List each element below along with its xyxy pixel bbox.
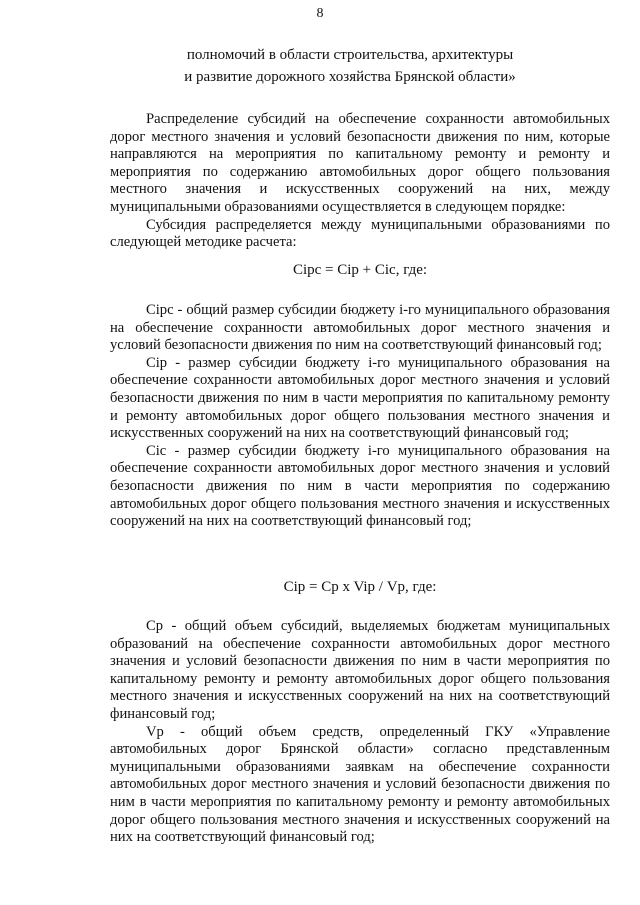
- definitions-block-1: [110, 302, 610, 531]
- definition-paragraph: Ciр - размер субсидии бюджету i-го муниципального образования на обеспечение сохранности автомобильных дорог местного значения и условий безопасности движения по ним в части мероприятия по капитальному ремонту и ремонту автомобильных дорог общего пользования местного значения и искусственных сооружений на них на соответствующий финансовый год;: [110, 354, 610, 442]
- paragraph: Распределение субсидий на обеспечение сохранности автомобильных дорог местного значения и условий безопасности движения по ним, которые направляются на мероприятия по капитальному ремонту и ремонту и мероприятия по содержанию автомобильных дорог общего пользования местного значения и искусственных сооружений на них, между муниципальными образованиями осуществляется в следующем порядке:: [110, 111, 610, 215]
- section-heading: [180, 44, 520, 88]
- formula-total: Ciрс = Ciр + Ciс, где:: [292, 262, 428, 278]
- paragraph: Субсидия распределяется между муниципальными образованиями по следующей методике расчета:: [110, 216, 610, 251]
- definition-paragraph: Vр - общий объем средств, определенный ГКУ «Управление автомобильных дорог Брянской области» согласно представленным муниципальными образованиями заявкам на обеспечение сохранности автомобильных дорог местного значения и условий безопасности движения по ним в части мероприятия по капитальному ремонту и ремонту автомобильных дорог общего пользования местного значения и искусственных сооружений на них на соответствующий финансовый год;: [110, 723, 610, 846]
- formula-repair: Ciр = Cр x Viр / Vр, где:: [283, 579, 437, 595]
- page-number: 8: [316, 6, 324, 21]
- definitions-block-2: [110, 618, 610, 847]
- heading-line-1: полномочий в области строительства, архитектуры: [186, 47, 514, 63]
- definition-paragraph: Cр - общий объем субсидий, выделяемых бюджетам муниципальных образований на обеспечение сохранности автомобильных дорог местного значения и условий безопасности движения по ним в части мероприятия по капитальному ремонту и ремонту автомобильных дорог общего пользования местного значения и искусственных сооружений на них на соответствующий финансовый год;: [110, 618, 610, 722]
- definition-paragraph: Ciс - размер субсидии бюджету i-го муниципального образования на обеспечение сохранности автомобильных дорог местного значения и условий безопасности движения по ним в части мероприятия по содержанию автомобильных дорог общего пользования местного значения и искусственных сооружений на них на соответствующий финансовый год;: [110, 442, 610, 530]
- definition-paragraph: Ciрс - общий размер субсидии бюджету i-го муниципального образования на обеспечение сохранности автомобильных дорог местного значения и условий безопасности движения по ним на соответствующий финансовый год;: [110, 302, 610, 354]
- heading-line-2: и развитие дорожного хозяйства Брянской области»: [184, 69, 516, 85]
- intro-block: [110, 111, 610, 252]
